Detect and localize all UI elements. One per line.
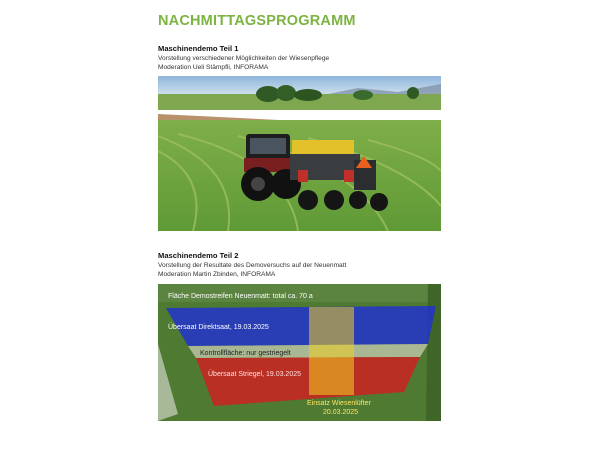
map-zone-red-label: Übersaat Striegel, 19.03.2025 (208, 371, 302, 378)
demo1-heading: Maschinendemo Teil 1 (158, 44, 239, 53)
field-map-image (158, 284, 441, 421)
demo1-moderation: Moderation Ueli Stämpfli, INFORAMA (158, 64, 269, 71)
map-zone-yellow-label-1: Einsatz Wiesenlüfter (307, 400, 371, 407)
demo2-text-block (158, 251, 442, 279)
demo1-text-block (158, 44, 442, 72)
page-title: NACHMITTAGSPROGRAMM (158, 13, 356, 29)
demo2-description: Vorstellung der Resultate des Demoversuchs auf der Neuenmatt (158, 262, 347, 269)
demo2-heading: Maschinendemo Teil 2 (158, 251, 239, 260)
demo1-description: Vorstellung verschiedener Möglichkeiten der Wiesenpflege (158, 55, 330, 62)
map-zone-yellow-label-2: 20.03.2025 (323, 409, 359, 416)
map-zone-blue-label: Übersaat Direktsaat, 19.03.2025 (168, 324, 269, 331)
demo2-moderation: Moderation Martin Zbinden, INFORAMA (158, 271, 276, 278)
map-zone-control-label: Kontrollfläche: nur gestriegelt (200, 350, 291, 357)
tractor-photo (158, 76, 441, 231)
zone-yellow (309, 307, 354, 395)
map-total-label: Fläche Demostreifen Neuenmatt: total ca. 70 a (168, 293, 313, 300)
